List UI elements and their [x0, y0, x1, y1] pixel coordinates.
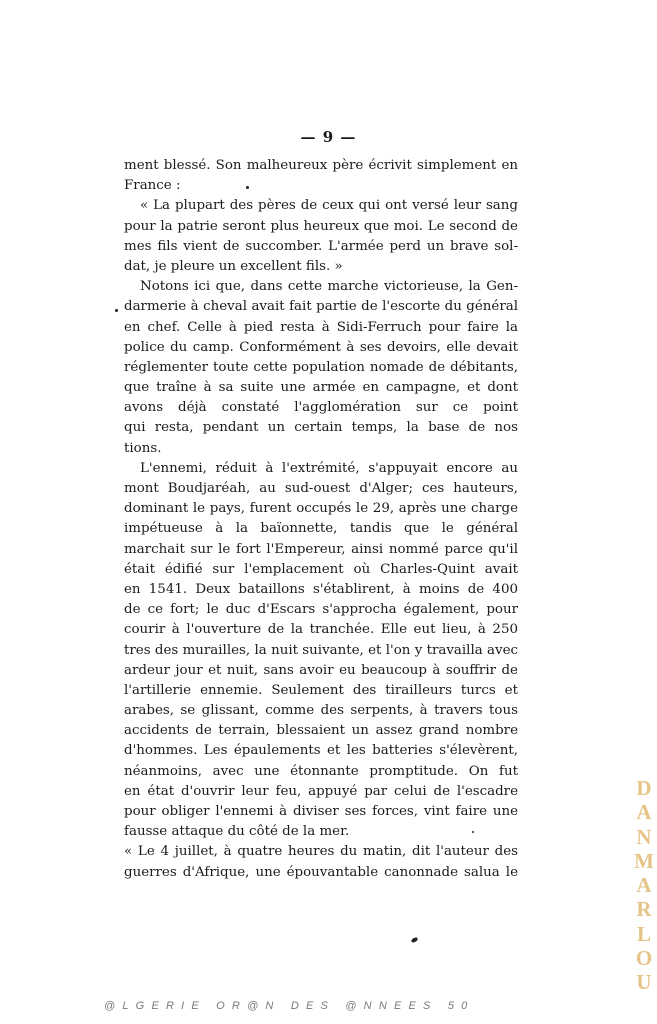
ink-speck — [472, 831, 474, 833]
watermark-letter: M — [634, 848, 654, 873]
watermark-letter: D — [636, 776, 652, 800]
text-line: dat, je pleure un excellent fils. » — [124, 258, 343, 274]
side-watermark — [632, 776, 656, 995]
ink-speck — [115, 309, 118, 312]
text-line: tions. — [124, 440, 162, 456]
text-line: « La plupart des pères de ceux qui ont versé leur sang — [140, 198, 518, 214]
text-line: qui resta, pendant un certain temps, la base de nos — [124, 420, 518, 436]
watermark-letter: O — [635, 946, 653, 971]
text-line: marchait sur le fort l'Empereur, ainsi nommé parce qu'il — [124, 541, 518, 557]
text-line: « Le 4 juillet, à quatre heures du matin, dit l'auteur des — [124, 844, 518, 860]
ink-speck — [246, 186, 249, 189]
text-line: dominant le pays, furent occupés le 29, après une charge — [124, 501, 518, 517]
text-line: darmerie à cheval avait fait partie de l'escorte du général — [124, 299, 518, 315]
footer-watermark: @LGERIE OR@N DES @NNEES 50 — [104, 1000, 475, 1012]
ink-speck — [410, 937, 418, 944]
text-line: en chef. Celle à pied resta à Sidi-Ferruch pour faire la — [124, 319, 518, 335]
text-line: France : — [124, 178, 181, 194]
text-line: tres des murailles, la nuit suivante, et l'on y travailla avec — [124, 642, 518, 658]
text-line: que traîne à sa suite une armée en campagne, et dont — [124, 380, 518, 396]
text-line: Notons ici que, dans cette marche victorieuse, la Gen- — [140, 279, 518, 295]
text-line: L'ennemi, réduit à l'extrémité, s'appuyait encore au — [140, 460, 518, 476]
text-line: guerres d'Afrique, une épouvantable canonnade salua le — [124, 864, 518, 880]
watermark-letter: L — [636, 921, 651, 946]
text-line: d'hommes. Les épaulements et les batteries s'élevèrent, — [124, 743, 518, 759]
text-line: ment blessé. Son malheureux père écrivit simplement en — [124, 158, 518, 173]
text-line: en état d'ouvrir leur feu, appuyé par celui de l'escadre — [124, 783, 518, 799]
text-line: pour la patrie seront plus heureux que moi. Le second de — [124, 218, 518, 234]
text-line: était édifié sur l'emplacement où Charles-Quint avait — [124, 561, 518, 577]
page-body-text — [124, 156, 518, 883]
text-line: de ce fort; le duc d'Escars s'approcha également, pour — [124, 602, 518, 618]
text-line: pour obliger l'ennemi à diviser ses forces, vint faire une — [124, 804, 518, 820]
text-line: l'artillerie ennemie. Seulement des tirailleurs turcs et — [124, 682, 518, 698]
text-line: accidents de terrain, blessaient un assez grand nombre — [124, 723, 518, 739]
text-line: arabes, se glissant, comme des serpents, à travers tous — [124, 703, 518, 719]
watermark-letter: A — [636, 873, 652, 898]
text-line: réglementer toute cette population nomade de débitants, — [124, 359, 518, 375]
text-line: courir à l'ouverture de la tranchée. Elle eut lieu, à 250 — [124, 622, 518, 638]
text-line: avons déjà constaté l'agglomération sur ce point — [124, 400, 518, 416]
text-line: mont Boudjaréah, au sud-ouest d'Alger; ces hauteurs, — [124, 481, 518, 497]
text-line: néanmoins, avec une étonnante promptitude. On fut — [124, 763, 518, 779]
watermark-letter: R — [636, 897, 652, 922]
text-line: en 1541. Deux bataillons s'établirent, à moins de 400 — [124, 581, 518, 597]
text-line: police du camp. Conformément à ses devoirs, elle devait — [124, 339, 518, 355]
text-line: ardeur jour et nuit, sans avoir eu beaucoup à souffrir de — [124, 662, 518, 678]
watermark-letter: U — [636, 970, 652, 995]
watermark-letter: A — [636, 800, 652, 825]
watermark-letter: N — [636, 824, 652, 849]
text-line: mes fils vient de succomber. L'armée perd un brave sol- — [124, 238, 518, 254]
page-number: — 9 — — [300, 128, 357, 146]
text-line: fausse attaque du côté de la mer. — [124, 824, 350, 840]
text-line: impétueuse à la baïonnette, tandis que le général — [124, 521, 518, 537]
